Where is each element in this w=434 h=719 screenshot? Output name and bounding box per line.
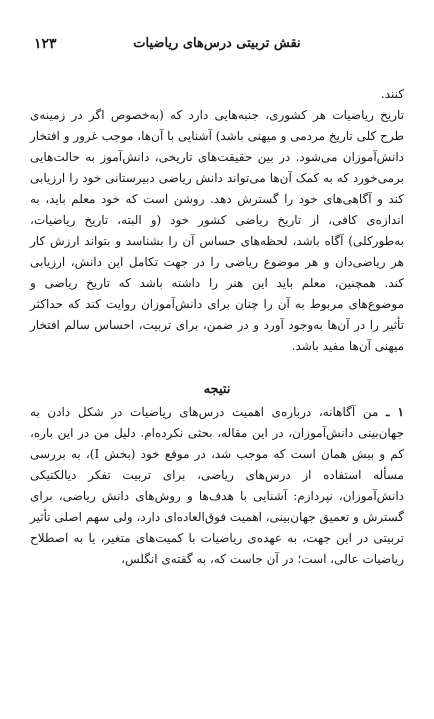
paragraph-continuation: کنند. (380, 87, 404, 101)
paragraph-conclusion-1-text: من آگاهانه، درباره‌ی اهمیت درس‌های ریاضیات در شکل دادن به جهان‌بینی دانش‌آموزان، در این مقاله، بحثی نکرده‌ام. دلیل من در این باره، کم و بیش همان است که موجب شد، در موقع خود (بخش I)، به بررسی مسأله استفاده از درس‌های ریاضی، برای تربیت تفکر دیالکتیکی دانش‌آموزان، نپردازم: آشنایی با هدف‌ها و روش‌های دانش ریاضی، برای گسترش و تعمیق جهان‌بینی، اهمیت فوق‌العاده‌ای دارد، ولی سهم اصلی تأثیر تربیتی در این جهت، به عهده‌ی ریاضیات با کمیت‌های متغیر، یا به اصطلاح ریاضیات عالی، است؛ در آن جاست که، به گفته‌ی انگلس، (30, 405, 404, 566)
running-header (34, 36, 400, 60)
running-title: نقش تربیتی درس‌های ریاضیات (133, 36, 301, 51)
item-number: ۱ ـ (386, 405, 404, 419)
body-text (30, 84, 404, 570)
page-number: ۱۲۳ (34, 36, 57, 52)
section-heading-conclusion: نتیجه (203, 382, 231, 397)
paragraph-history-of-mathematics: تاریخ ریاضیات هر کشوری، جنبه‌هایی دارد که (به‌خصوص اگر در زمینه‌ی طرح کلی تاریخ مردمی و میهنی باشد) آشنایی با آن‌ها، موجب غرور و افتخار دانش‌آموزان می‌شود. در بین حقیقت‌های تاریخی، دانش‌آموز به حالت‌هایی برمی‌خورد که به کمک آن‌ها می‌تواند دانش ریاضی دبیرستانی خود را ارزیابی کند و آگاهی‌های خود را گسترش دهد. روشن است که خود معلم باید، به اندازه‌ی کافی، از تاریخ ریاضی کشور خود (و البته، تاریخ ریاضیات، به‌طورکلی) آگاه باشد، لحظه‌های حساس آن را بشناسد و بتواند ارزش کار هر ریاضی‌دان و هر موضوع ریاضی را در جهت تکامل این دانش، ارزیابی کند. همچنین، معلم باید این هنر را داشته باشد که تاریخ ریاضی و موضوع‌های مربوط به آن را چنان برای دانش‌آموزان روایت کند که حداکثر تأثیر را در آن‌ها به‌وجود آورد و در ضمن، برای تربیت، احساس سالم افتخار میهنی آن‌ها مفید باشد. (30, 108, 404, 353)
paragraph-conclusion-1 (30, 402, 404, 570)
